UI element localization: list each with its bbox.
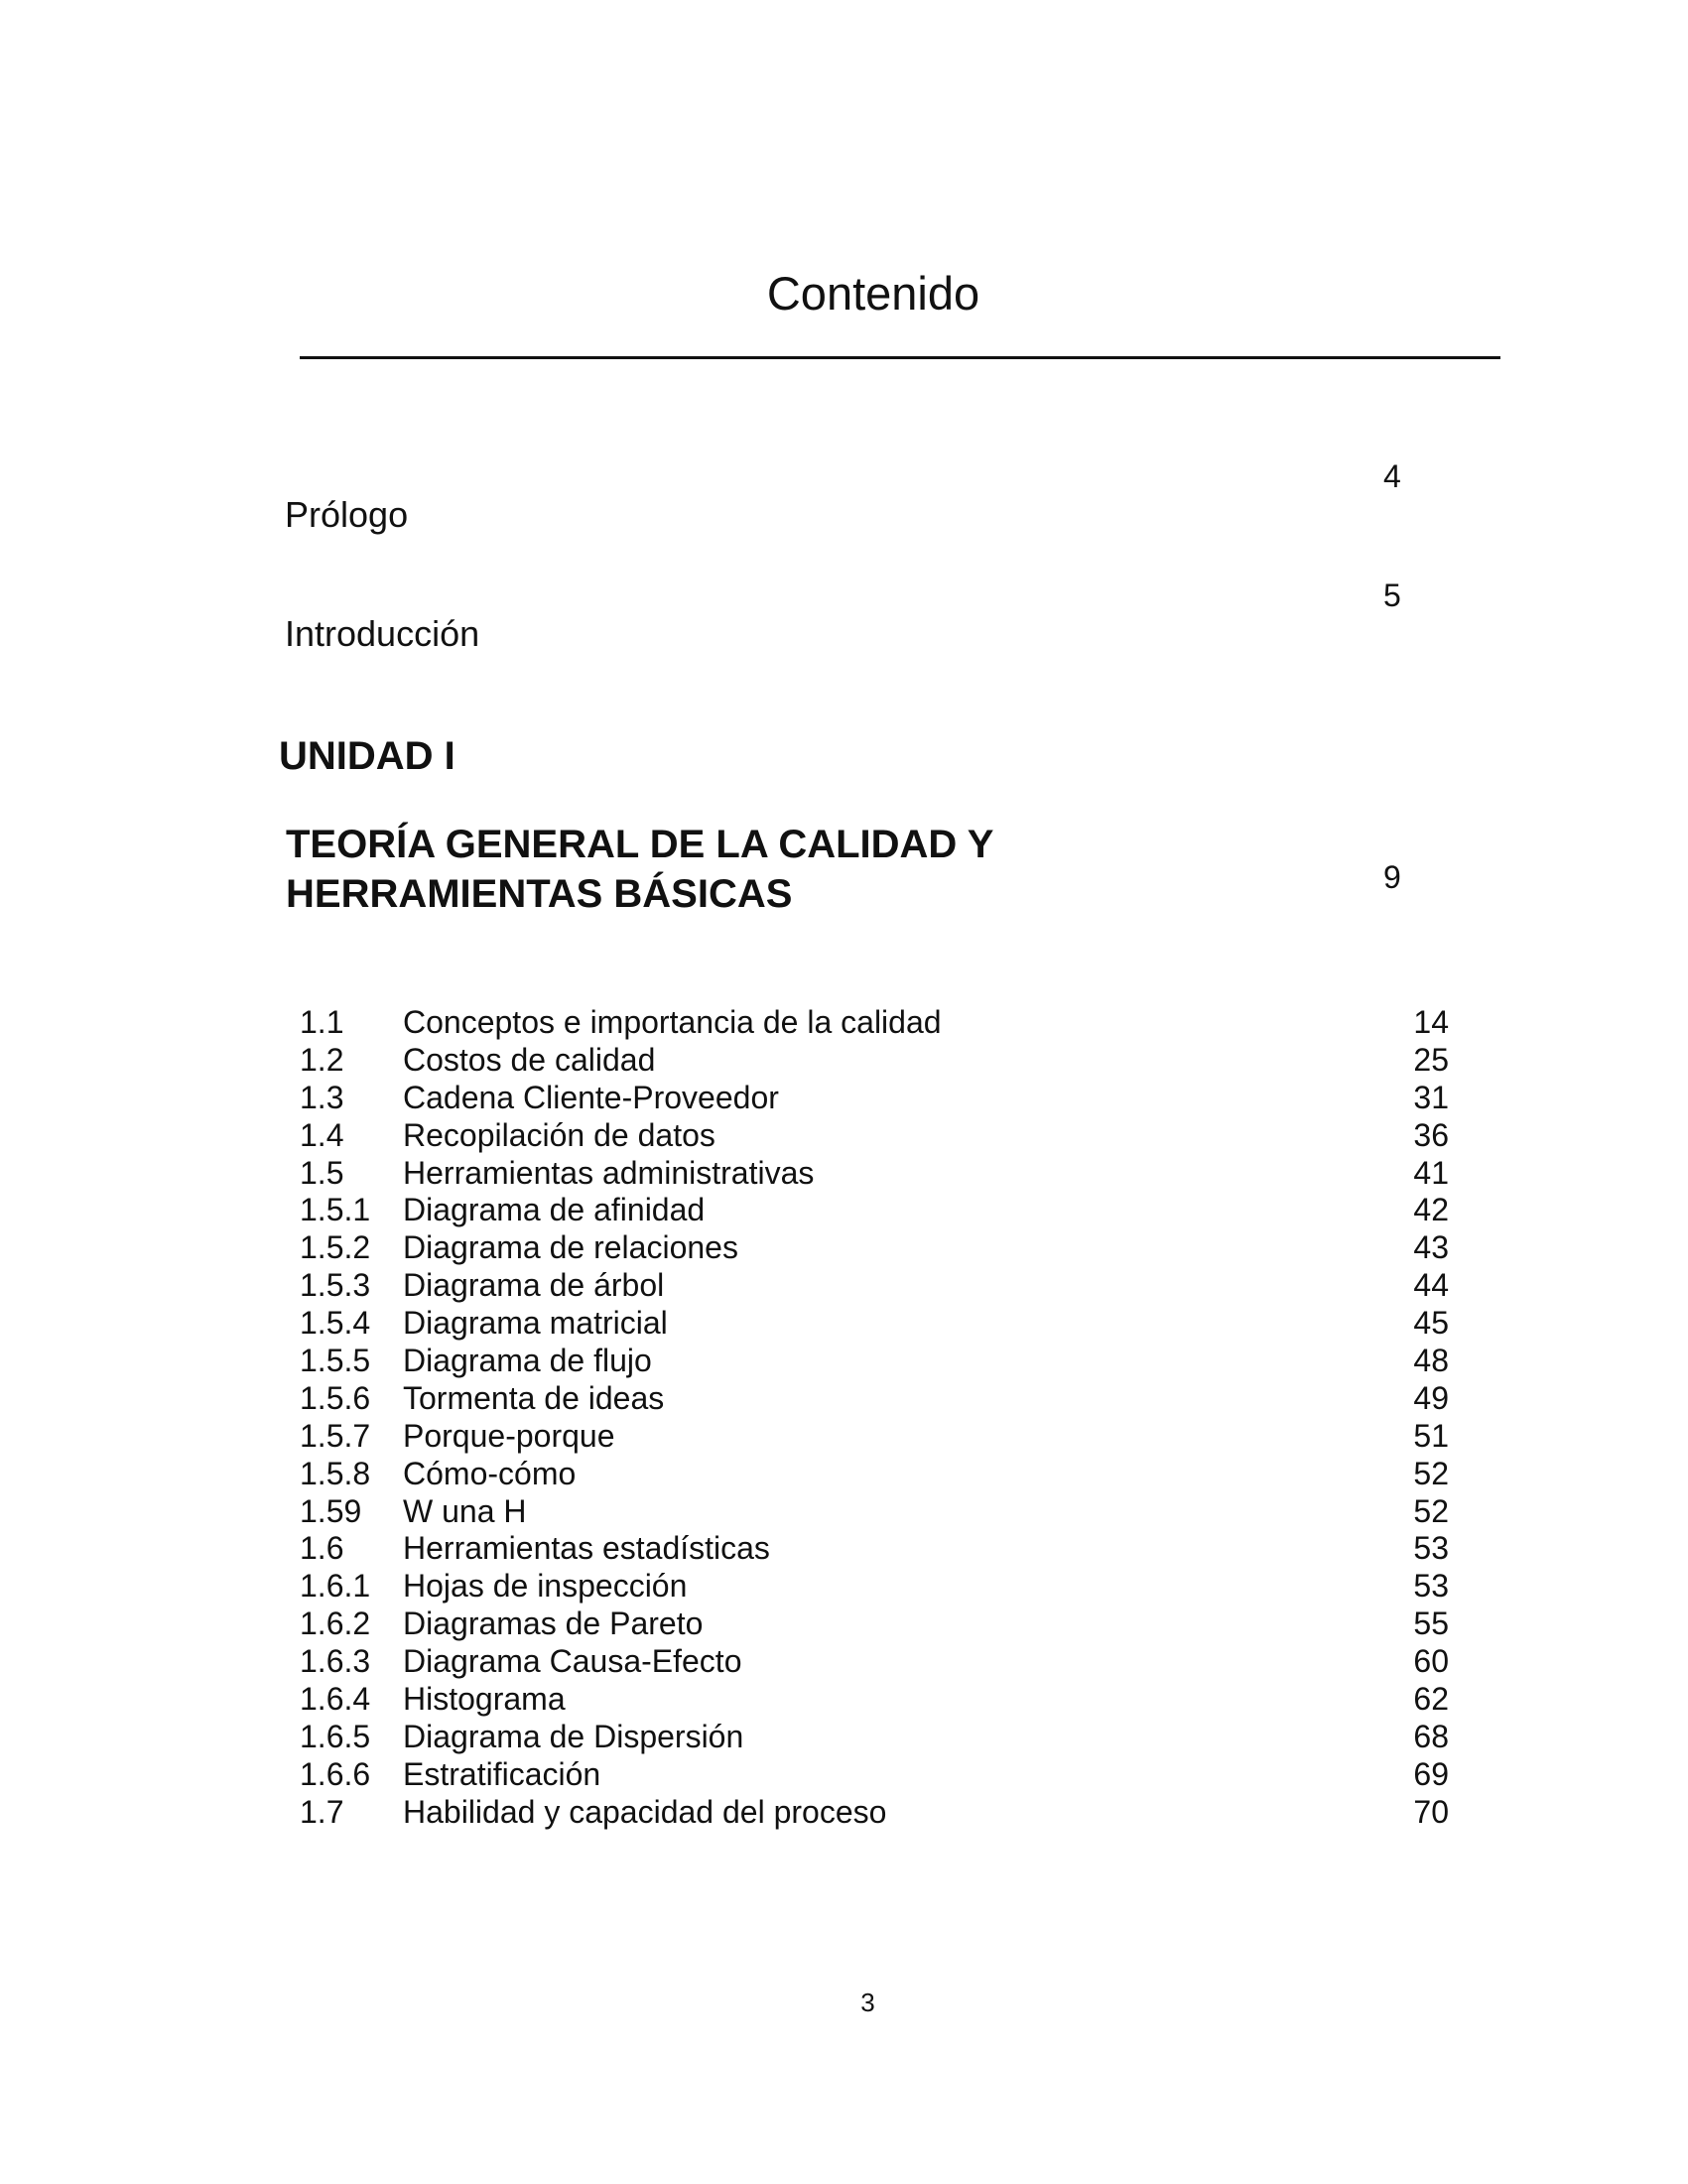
toc-entry-number: 1.7 [300, 1793, 344, 1830]
toc-entry-title: Cómo-cómo [403, 1455, 577, 1491]
toc-entry [300, 1418, 1449, 1456]
toc-entry-page: 51 [1413, 1417, 1449, 1454]
toc-entry [300, 1305, 1449, 1343]
page-title: Contenido [766, 267, 980, 320]
toc-entry [300, 1080, 1449, 1117]
toc-entry-page: 48 [1413, 1343, 1449, 1379]
toc-entry [300, 1719, 1449, 1756]
toc-entry-number: 1.3 [300, 1079, 344, 1115]
toc-entry-number: 1.5.2 [300, 1229, 371, 1266]
toc-entry-page: 49 [1413, 1379, 1449, 1416]
toc-entry-number: 1.5.1 [300, 1192, 371, 1228]
toc-entry-number: 1.6.1 [300, 1568, 371, 1605]
toc-entry-title: Diagramas de Pareto [403, 1606, 704, 1642]
toc-entry-title: Recopilación de datos [403, 1116, 715, 1153]
toc-entry-title: Estratificación [403, 1755, 601, 1792]
toc-entry-page: 52 [1413, 1455, 1449, 1491]
toc-entry-title: Diagrama Causa-Efecto [403, 1643, 742, 1680]
toc-entry [300, 1643, 1449, 1681]
toc-entry-number: 1.59 [300, 1492, 362, 1529]
toc-entry-number: 1.6 [300, 1530, 344, 1567]
toc-entry [300, 1794, 1449, 1832]
toc-entry-page: 53 [1413, 1568, 1449, 1605]
toc-entry-page: 36 [1413, 1116, 1449, 1153]
toc-entry [300, 1042, 1449, 1080]
toc-entry-number: 1.6.6 [300, 1755, 371, 1792]
toc-entry-number: 1.6.4 [300, 1681, 371, 1718]
toc-entry-title: Diagrama matricial [403, 1305, 668, 1342]
page-number: 3 [860, 1988, 875, 2017]
toc-entry [300, 1117, 1449, 1155]
toc-entry [300, 1606, 1449, 1643]
toc-entry-number: 1.5 [300, 1154, 344, 1191]
toc-entry-title: Diagrama de árbol [403, 1267, 665, 1304]
toc-entry-number: 1.5.4 [300, 1305, 371, 1342]
toc-entry [300, 1192, 1449, 1229]
toc-entry-page: 53 [1413, 1530, 1449, 1567]
toc-entry [300, 1343, 1449, 1380]
unit-page-number: 9 [1383, 859, 1401, 895]
unit-title-line-2: HERRAMIENTAS BÁSICAS [286, 872, 793, 916]
toc-entry [300, 1756, 1449, 1794]
toc-entry-number: 1.5.3 [300, 1267, 371, 1304]
toc-entry-page: 25 [1413, 1041, 1449, 1078]
toc-entry [300, 1380, 1449, 1418]
toc-entry-title: Costos de calidad [403, 1041, 656, 1078]
toc-entry-page: 31 [1413, 1079, 1449, 1115]
toc-entry [300, 1267, 1449, 1305]
toc-entry-number: 1.6.5 [300, 1718, 371, 1754]
toc-entry-page: 44 [1413, 1267, 1449, 1304]
prologo-page-number: 4 [1383, 458, 1401, 494]
toc-entry [300, 1229, 1449, 1267]
toc-entry-number: 1.5.8 [300, 1455, 371, 1491]
toc-entry-title: Tormenta de ideas [403, 1379, 665, 1416]
toc-entry-title: Diagrama de afinidad [403, 1192, 706, 1228]
toc-entry-title: Diagrama de relaciones [403, 1229, 738, 1266]
toc-entry-page: 52 [1413, 1492, 1449, 1529]
unit-title-line-1: TEORÍA GENERAL DE LA CALIDAD Y [286, 823, 994, 866]
title-divider [300, 356, 1500, 359]
toc-entry-number: 1.6.2 [300, 1606, 371, 1642]
unit-title [286, 820, 1278, 919]
toc-entry [300, 1004, 1449, 1042]
toc-entry-page: 45 [1413, 1305, 1449, 1342]
toc-entry-page: 43 [1413, 1229, 1449, 1266]
toc-entry-page: 41 [1413, 1154, 1449, 1191]
toc-entry-title: Herramientas estadísticas [403, 1530, 770, 1567]
toc-entry-number: 1.5.6 [300, 1379, 371, 1416]
toc-entry-title: Cadena Cliente-Proveedor [403, 1079, 779, 1115]
toc-entry-page: 14 [1413, 1004, 1449, 1040]
prologo-entry: Prólogo [285, 494, 409, 535]
toc-entry-title: Histograma [403, 1681, 566, 1718]
toc-entry-page: 60 [1413, 1643, 1449, 1680]
toc-entry-number: 1.5.7 [300, 1417, 371, 1454]
introduccion-page-number: 5 [1383, 578, 1401, 613]
toc-entry-page: 42 [1413, 1192, 1449, 1228]
toc-entry-title: Herramientas administrativas [403, 1154, 815, 1191]
toc-entry-title: Diagrama de flujo [403, 1343, 652, 1379]
toc-entry [300, 1568, 1449, 1606]
toc-entry-number: 1.5.5 [300, 1343, 371, 1379]
toc-entry-number: 1.6.3 [300, 1643, 371, 1680]
toc-entry-title: Hojas de inspección [403, 1568, 688, 1605]
toc-entry-title: Habilidad y capacidad del proceso [403, 1793, 887, 1830]
toc-entry-number: 1.2 [300, 1041, 344, 1078]
toc-entry-title: Diagrama de Dispersión [403, 1718, 744, 1754]
toc-entry-title: Conceptos e importancia de la calidad [403, 1004, 942, 1040]
toc-entry [300, 1155, 1449, 1193]
toc-entry-page: 55 [1413, 1606, 1449, 1642]
toc-entry-page: 62 [1413, 1681, 1449, 1718]
toc-entry [300, 1530, 1449, 1568]
introduccion-entry: Introducción [285, 613, 480, 654]
toc-entry-number: 1.1 [300, 1004, 344, 1040]
toc-entry-page: 68 [1413, 1718, 1449, 1754]
toc-entry-title: W una H [403, 1492, 527, 1529]
toc-entry-number: 1.4 [300, 1116, 344, 1153]
toc-entry-page: 70 [1413, 1793, 1449, 1830]
toc-entry [300, 1456, 1449, 1493]
toc-entry [300, 1681, 1449, 1719]
toc-list [300, 1004, 1449, 1832]
toc-entry-title: Porque-porque [403, 1417, 615, 1454]
toc-entry-page: 69 [1413, 1755, 1449, 1792]
toc-entry [300, 1493, 1449, 1531]
unit-heading: UNIDAD I [279, 734, 455, 778]
